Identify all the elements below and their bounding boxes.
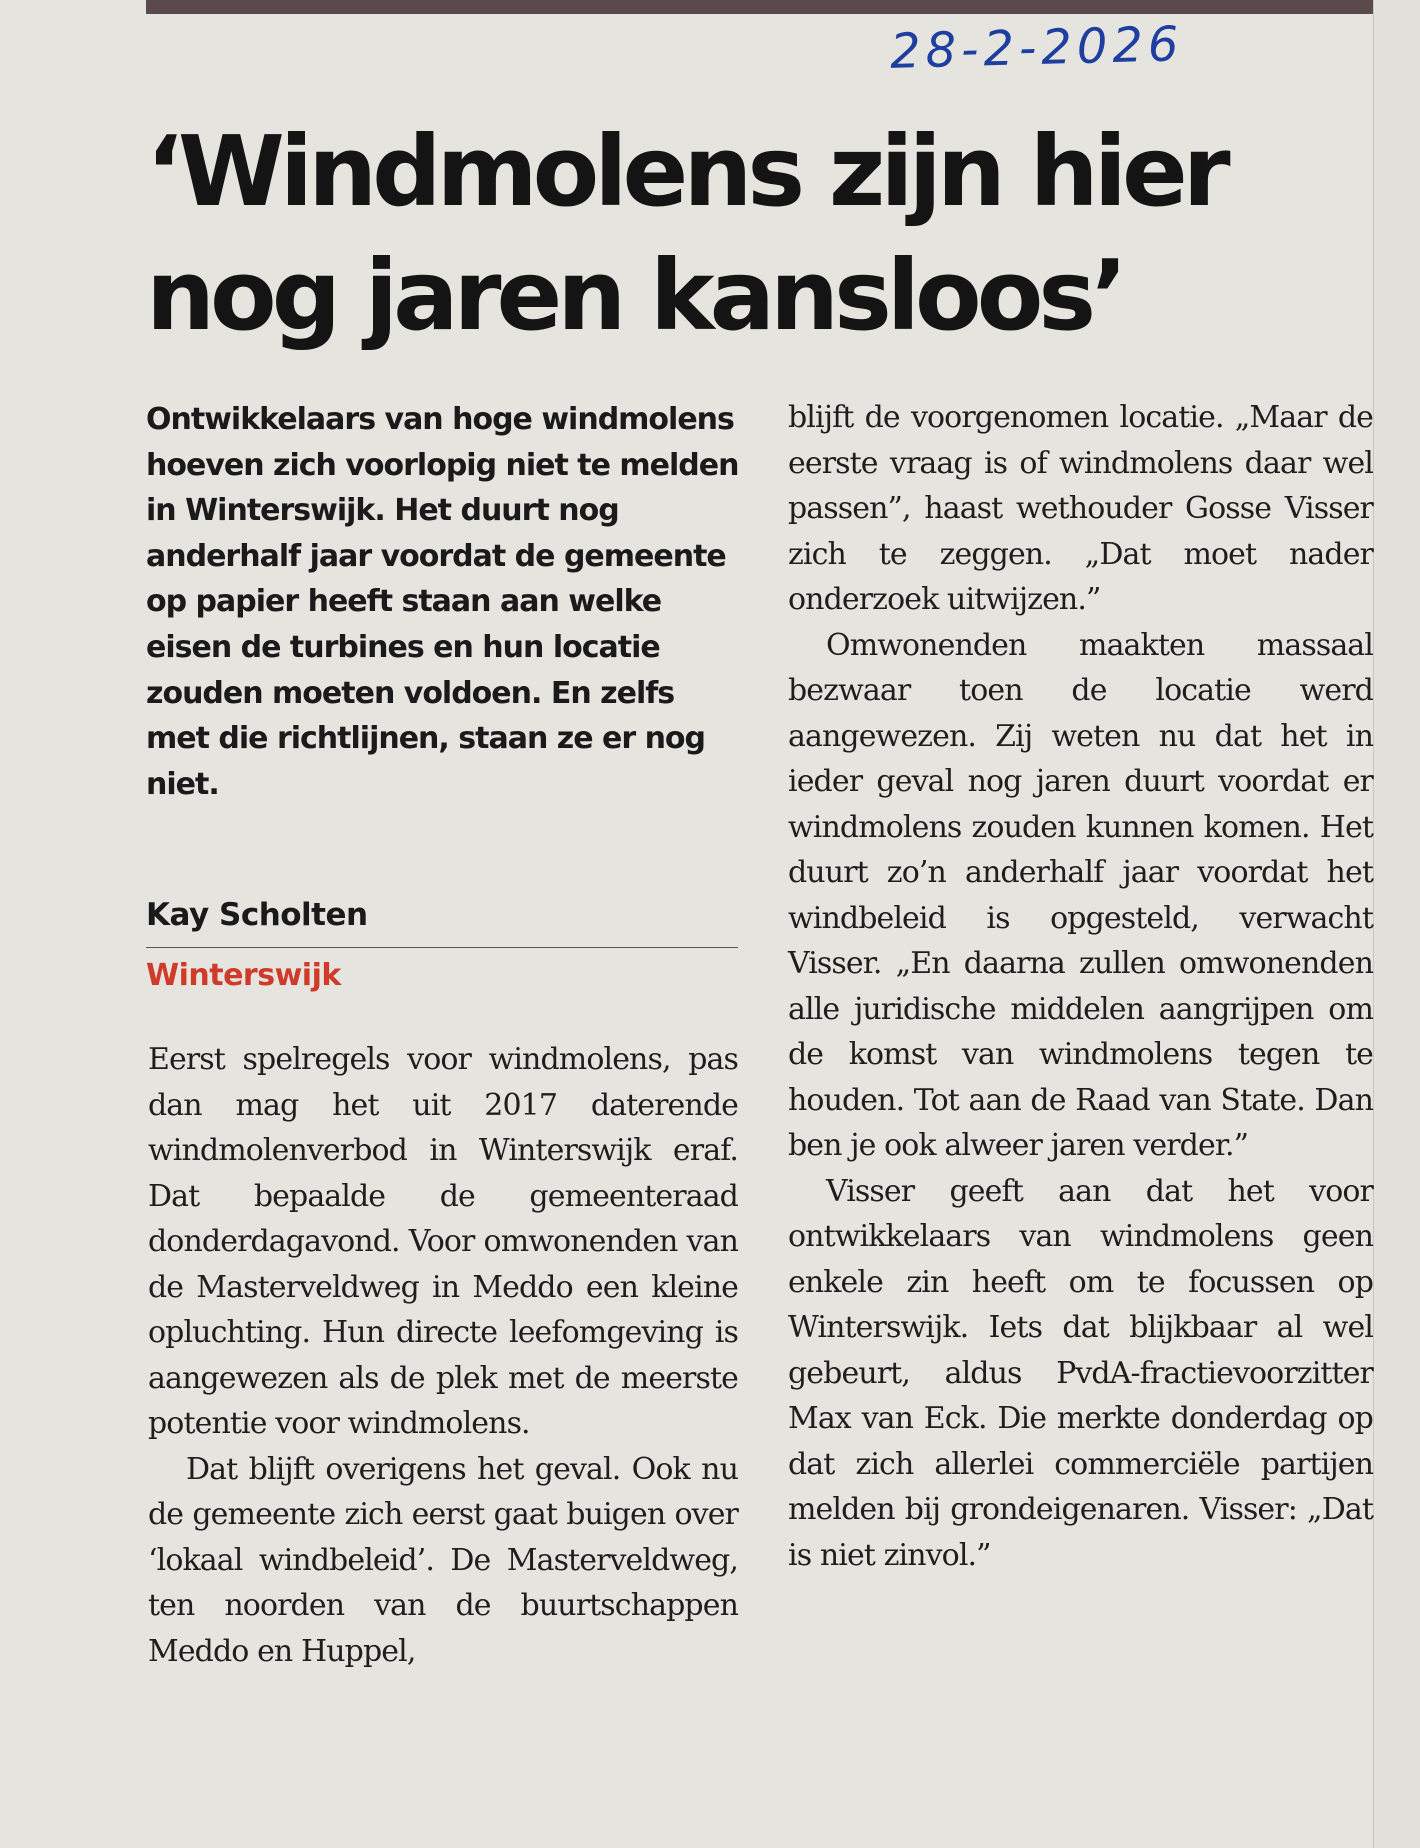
adjacent-page-edge: [1373, 0, 1420, 1848]
handwritten-date: 28-2-2026: [889, 16, 1185, 80]
column-2-paragraph-2: Omwonenden maakten massaal bezwaar toen de locatie werd aangewezen. Zij weten nu dat het in ieder geval nog jaren duurt voordat er windmolens zouden kunnen komen. Het duurt zo’n anderhalf jaar voordat het windbeleid is opgesteld, verwacht Visser. „En daarna zullen omwonenden alle juridische middelen aangrijpen om de komst van windmolens tegen te houden. Tot aan de Raad van State. Dan ben je ook alweer jaren verder.”: [788, 627, 1373, 1163]
author-byline: Kay Scholten: [146, 897, 368, 933]
article-column-1: [148, 1037, 738, 1674]
dateline-place: Winterswijk: [146, 958, 341, 993]
headline: [146, 110, 1376, 358]
headline-line-1: ‘Windmolens zijn hier: [146, 115, 1226, 228]
headline-line-2: nog jaren kansloos’: [146, 239, 1123, 352]
column-1-paragraph-1: Eerst spelregels voor windmolens, pas dan mag het uit 2017 daterende windmolenverbod in Winterswijk eraf. Dat bepaalde de gemeenteraad donderdagavond. Voor omwonenden van de Masterveldweg in Meddo een kleine opluchting. Hun directe leefomgeving is aangewezen als de plek met de meerste potentie voor windmolens.: [148, 1042, 738, 1441]
intro-paragraph: Ontwikkelaars van hoge windmolens hoeven zich voorlopig niet te melden in Winterswijk. Het duurt nog anderhalf jaar voordat de gemeente op papier heeft staan aan welke eisen de turbines en hun locatie zouden moeten voldoen. En zelfs met die richtlijnen, staan ze er nog niet.: [146, 402, 739, 802]
column-2-paragraph-3: Visser geeft aan dat het voor ontwikkelaars van windmolens geen enkele zin heeft om te focussen op Winterswijk. Iets dat blijkbaar al wel gebeurt, aldus PvdA-fractievoorzitter Max van Eck. Die merkte donderdag op dat zich allerlei commerciële partijen melden bij grondeigenaren. Visser: „Dat is niet zinvol.”: [788, 1173, 1373, 1573]
article-column-2: [788, 395, 1373, 1578]
top-border-bar: [146, 0, 1373, 14]
byline-divider: [146, 947, 738, 948]
column-2-paragraph-1: blijft de voorgenomen locatie. „Maar de eerste vraag is of windmolens daar wel passen”, haast wethouder Gosse Visser zich te zeggen. „Dat moet nader onderzoek uitwijzen.”: [788, 400, 1373, 617]
column-1-paragraph-2: Dat blijft overigens het geval. Ook nu de gemeente zich eerst gaat buigen over ‘lokaal windbeleid’. De Masterveldweg, ten noorden van de buurtschappen Meddo en Huppel,: [148, 1451, 738, 1669]
